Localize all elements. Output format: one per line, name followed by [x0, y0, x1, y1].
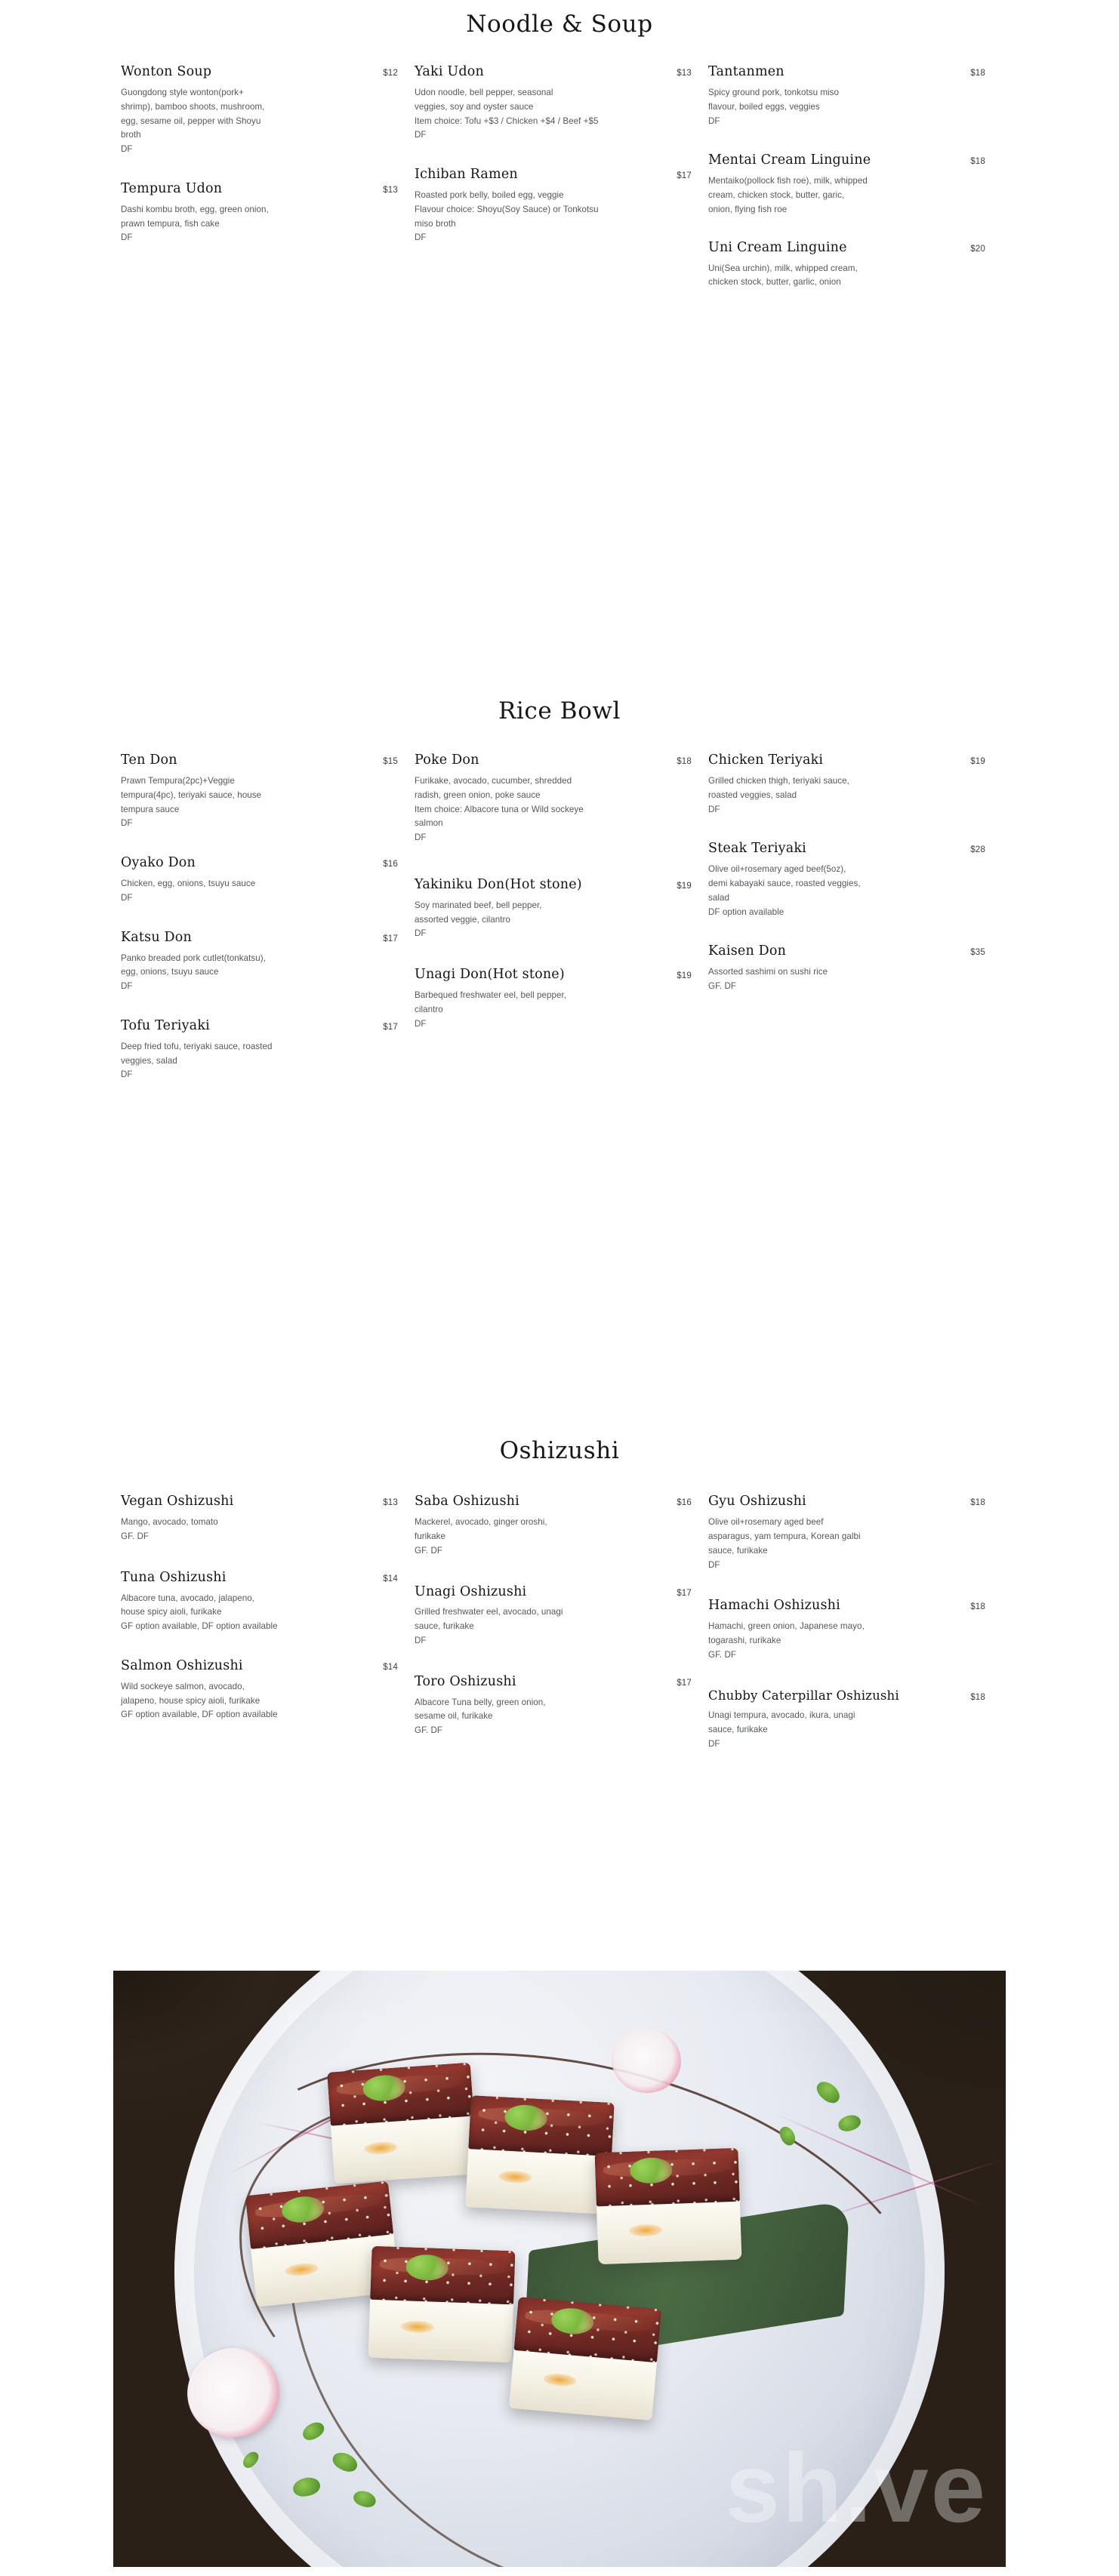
menu-item[interactable]: [121, 181, 398, 245]
desc-line: Albacore tuna, avocado, jalapeno,: [121, 1593, 254, 1603]
menu-item-header: [415, 967, 692, 983]
desc-line: tempura sauce: [121, 804, 180, 814]
menu-item-description: [121, 1040, 370, 1082]
menu-item[interactable]: [415, 167, 692, 245]
menu-item[interactable]: [415, 1674, 692, 1738]
menu-item-header: [708, 152, 985, 169]
oshizushi-piece: [594, 2147, 741, 2264]
menu-item-name: Poke Don: [415, 752, 479, 768]
dietary-tag: DF: [121, 818, 133, 829]
sushi-rice: [368, 2294, 513, 2362]
dietary-tag: DF: [415, 928, 427, 939]
menu-item-name: Yaki Udon: [415, 64, 484, 80]
desc-line: salmon: [415, 818, 443, 829]
desc-line: Prawn Tempura(2pc)+Veggie: [121, 776, 235, 786]
menu-item[interactable]: [121, 930, 398, 994]
menu-item-price: $17: [677, 171, 692, 181]
menu-item-header: [708, 1598, 985, 1614]
menu-item-price: $13: [677, 69, 692, 78]
menu-item-description: [708, 174, 957, 217]
menu-item-name: Toro Oshizushi: [415, 1673, 516, 1689]
desc-line: egg, sesame oil, pepper with Shoyu: [121, 115, 261, 126]
oshizushi-piece: [465, 2095, 614, 2214]
desc-line: broth: [121, 130, 141, 140]
menu-item-header: [708, 841, 985, 857]
menu-item-name: Katsu Don: [121, 929, 192, 945]
dietary-tag: GF option available, DF option available: [121, 1710, 278, 1720]
menu-item-header: [415, 1584, 692, 1601]
section-rice-bowl: [0, 697, 1119, 1082]
menu-item-header: [121, 1658, 398, 1675]
desc-line: radish, green onion, poke sauce: [415, 789, 541, 800]
dietary-tag: DF: [415, 130, 427, 140]
menu-item-description: [415, 989, 664, 1031]
desc-line: onion, flying fish roe: [708, 204, 788, 214]
desc-line: sauce, furikake: [708, 1724, 768, 1734]
menu-item-price: $17: [677, 1588, 692, 1598]
menu-item-header: [121, 64, 398, 81]
desc-line: asparagus, yam tempura, Korean galbi: [708, 1531, 861, 1541]
dietary-tag: GF. DF: [708, 981, 737, 992]
desc-line: prawn tempura, fish cake: [121, 218, 220, 229]
menu-item[interactable]: [708, 841, 985, 919]
menu-item-price: $18: [970, 1602, 985, 1612]
desc-line: Spicy ground pork, tonkotsu miso: [708, 88, 840, 98]
menu-item-price: $16: [677, 1498, 692, 1508]
dietary-tag: DF: [708, 1738, 720, 1749]
section-title: Oshizushi: [499, 1437, 620, 1465]
menu-item-name: Ichiban Ramen: [415, 167, 518, 183]
dietary-tag: DF: [708, 1559, 720, 1570]
menu-item[interactable]: [121, 1570, 398, 1634]
menu-item-name: Vegan Oshizushi: [121, 1494, 234, 1510]
menu-item-name: Uni Cream Linguine: [708, 239, 847, 255]
section-oshizushi: [0, 1437, 1119, 1751]
menu-item-price: $15: [383, 757, 398, 767]
desc-line: Barbequed freshwater eel, bell pepper,: [415, 990, 567, 1001]
menu-column: [121, 1494, 415, 1722]
menu-item-price: $35: [970, 948, 985, 958]
menu-item-price: $28: [970, 845, 985, 855]
menu-item[interactable]: [708, 752, 985, 817]
menu-item-name: Kaisen Don: [708, 943, 787, 959]
desc-line: Wild sockeye salmon, avocado,: [121, 1681, 245, 1691]
menu-column: [708, 752, 1002, 994]
menu-item-name: Steak Teriyaki: [708, 841, 806, 857]
menu-item-description: [708, 965, 957, 994]
menu-item[interactable]: [708, 1598, 985, 1662]
menu-item-name: Yakiniku Don(Hot stone): [415, 877, 582, 893]
menu-item[interactable]: [121, 1494, 398, 1543]
menu-item-description: [708, 86, 957, 128]
menu-item[interactable]: [415, 967, 692, 1031]
menu-item-name: Mentai Cream Linguine: [708, 152, 871, 168]
menu-item-description: [708, 262, 957, 291]
desc-line: flavour, boiled eggs, veggies: [708, 101, 820, 112]
menu-item-name: Tofu Teriyaki: [121, 1017, 210, 1033]
desc-line: house spicy aioli, furikake: [121, 1607, 222, 1617]
desc-line: sauce, furikake: [708, 1545, 768, 1556]
menu-item-header: [121, 752, 398, 769]
sushi-rice: [596, 2196, 742, 2264]
menu-item-price: $17: [677, 1678, 692, 1688]
oshizushi-photo: [113, 1971, 1006, 2567]
desc-line: Uni(Sea urchin), milk, whipped cream,: [708, 263, 858, 273]
menu-item-name: Chubby Caterpillar Oshizushi: [708, 1688, 899, 1703]
dietary-tag: DF: [708, 804, 720, 814]
dietary-tag: DF: [121, 892, 133, 903]
menu-photo-section: [0, 1971, 1119, 2567]
menu-item-description: [708, 774, 957, 817]
menu-item-header: [708, 1494, 985, 1510]
dietary-tag: DF: [708, 115, 720, 126]
menu-item[interactable]: [121, 752, 398, 831]
menu-item-price: $14: [383, 1574, 398, 1583]
menu-item-description: [708, 863, 973, 919]
dietary-tag: DF: [121, 232, 133, 243]
menu-column: [708, 64, 1002, 290]
menu-item-header: [121, 1570, 398, 1587]
menu-item-price: $12: [383, 69, 398, 78]
desc-line: Dashi kombu broth, egg, green onion,: [121, 204, 269, 214]
menu-item-price: $19: [677, 971, 692, 981]
menu-item[interactable]: [708, 943, 985, 993]
desc-line: Grilled chicken thigh, teriyaki sauce,: [708, 776, 849, 786]
menu-item-header: [708, 1688, 985, 1704]
menu-column: [415, 64, 708, 245]
desc-line: Flavour choice: Shoyu(Soy Sauce) or Tonkotsu: [415, 204, 599, 214]
desc-line: Olive oil+rosemary aged beef: [708, 1517, 824, 1528]
desc-line: Soy marinated beef, bell pepper,: [415, 900, 542, 910]
desc-line: assorted veggie, cilantro: [415, 914, 510, 925]
menu-item-description: [121, 877, 370, 906]
menu-item-description: [121, 1516, 370, 1544]
menu-item-name: Hamachi Oshizushi: [708, 1598, 840, 1614]
dietary-tag: DF: [415, 232, 427, 243]
desc-line: Hamachi, green onion, Japanese mayo,: [708, 1621, 865, 1632]
menu-item-name: Saba Oshizushi: [415, 1494, 519, 1510]
menu-item-price: $18: [970, 1498, 985, 1508]
desc-line: salad: [708, 892, 729, 903]
menu-item-description: [708, 1516, 974, 1572]
menu-item-header: [708, 64, 985, 81]
dietary-tag: DF: [121, 1069, 133, 1080]
menu-item-description: [415, 1605, 664, 1648]
desc-line: Furikake, avocado, cucumber, shredded: [415, 776, 572, 786]
desc-line: Mango, avocado, tomato: [121, 1517, 218, 1528]
menu-item-description: [121, 203, 370, 245]
menu-item[interactable]: [415, 64, 692, 143]
menu-item[interactable]: [121, 855, 398, 905]
menu-item-description: [121, 1680, 387, 1722]
desc-line: Unagi tempura, avocado, ikura, unagi: [708, 1710, 855, 1721]
menu-item[interactable]: [708, 64, 985, 128]
desc-line: Panko breaded pork cutlet(tonkatsu),: [121, 953, 266, 963]
menu-item-price: $13: [383, 185, 398, 195]
desc-line: Grilled freshwater eel, avocado, unagi: [415, 1607, 563, 1617]
menu-item-name: Gyu Oshizushi: [708, 1494, 806, 1510]
menu-item-name: Unagi Oshizushi: [415, 1583, 527, 1599]
menu-item-name: Tuna Oshizushi: [121, 1569, 227, 1585]
menu-item[interactable]: [121, 1018, 398, 1082]
desc-line: sauce, furikake: [415, 1621, 474, 1632]
menu-item[interactable]: [415, 877, 692, 941]
menu-column: [415, 1494, 708, 1738]
menu-column: [121, 752, 415, 1082]
menu-item-description: [415, 189, 686, 245]
desc-line: demi kabayaki sauce, roasted veggies,: [708, 879, 861, 889]
menu-item-price: $16: [383, 860, 398, 869]
menu-item-description: [415, 774, 680, 845]
menu-item-description: [415, 1516, 664, 1558]
desc-line: furikake: [415, 1531, 445, 1541]
menu-item-price: $19: [970, 757, 985, 767]
menu-item-description: [708, 1620, 974, 1662]
menu-item[interactable]: [708, 152, 985, 217]
desc-line: sesame oil, furikake: [415, 1711, 493, 1722]
menu-item-header: [121, 181, 398, 198]
menu-item-header: [708, 943, 985, 960]
section-title: Rice Bowl: [498, 697, 621, 725]
menu-item[interactable]: [708, 1494, 985, 1572]
menu-column: [708, 1494, 1002, 1751]
menu-item-header: [415, 1674, 692, 1691]
dietary-tag: GF option available, DF option available: [121, 1621, 278, 1632]
menu-item-description: [415, 86, 686, 143]
desc-line: Item choice: Albacore tuna or Wild sockeye: [415, 804, 584, 814]
desc-line: egg, onions, tsuyu sauce: [121, 967, 219, 977]
desc-line: jalapeno, house spicy aioli, furikake: [121, 1695, 260, 1706]
menu-item-name: Chicken Teriyaki: [708, 752, 824, 768]
menu-item-header: [415, 167, 692, 183]
menu-item-header: [121, 930, 398, 946]
desc-line: Assorted sashimi on sushi rice: [708, 967, 828, 977]
menu-item-name: Salmon Oshizushi: [121, 1657, 243, 1673]
menu-item-header: [415, 1494, 692, 1510]
menu-item[interactable]: [708, 240, 985, 290]
desc-line: Roasted pork belly, boiled egg, veggie: [415, 190, 564, 201]
dietary-tag: DF: [415, 1635, 427, 1645]
menu-item-name: Unagi Don(Hot stone): [415, 967, 565, 983]
desc-line: togarashi, rurikake: [708, 1635, 781, 1645]
dietary-tag: GF. DF: [415, 1545, 443, 1556]
menu-column: [415, 752, 708, 1031]
desc-line: Guongdong style wonton(pork+: [121, 88, 244, 98]
menu-item-header: [121, 1018, 398, 1035]
menu-item-header: [121, 855, 398, 872]
dietary-tag: GF. DF: [415, 1725, 443, 1736]
menu-item-price: $18: [970, 69, 985, 78]
menu-item-header: [415, 752, 692, 769]
menu-item-price: $18: [970, 1692, 985, 1702]
oshizushi-piece: [509, 2297, 661, 2421]
menu-item-header: [415, 64, 692, 81]
menu-item-price: $20: [970, 244, 985, 254]
menu-item-price: $13: [383, 1498, 398, 1508]
menu-item-name: Wonton Soup: [121, 64, 212, 80]
menu-item-price: $17: [383, 1022, 398, 1032]
dietary-tag: DF option available: [708, 906, 785, 917]
menu-item-header: [121, 1494, 398, 1510]
menu-item-price: $14: [383, 1662, 398, 1672]
section-title: Noodle & Soup: [466, 11, 653, 38]
dietary-tag: DF: [415, 833, 427, 843]
menu-item-header: [415, 877, 692, 894]
menu-item-description: [415, 1696, 664, 1738]
menu-item-description: [121, 774, 370, 831]
desc-line: Mackerel, avocado, ginger oroshi,: [415, 1517, 547, 1528]
menu-item[interactable]: [121, 1658, 398, 1722]
menu-item-header: [708, 240, 985, 257]
desc-line: veggies, soy and oyster sauce: [415, 101, 534, 112]
menu-item[interactable]: [415, 1584, 692, 1648]
dietary-tag: DF: [415, 1018, 427, 1029]
desc-line: veggies, salad: [121, 1055, 177, 1066]
desc-line: cilantro: [415, 1004, 443, 1014]
menu-item-name: Tantanmen: [708, 64, 785, 80]
desc-line: Deep fried tofu, teriyaki sauce, roasted: [121, 1041, 273, 1051]
menu-column: [121, 64, 415, 245]
menu-item-header: [708, 752, 985, 769]
menu-item[interactable]: [415, 1494, 692, 1558]
menu-item-price: $18: [970, 157, 985, 167]
dietary-tag: GF. DF: [708, 1649, 737, 1660]
dietary-tag: GF. DF: [121, 1531, 150, 1541]
menu-item-name: Tempura Udon: [121, 180, 223, 196]
desc-line: cream, chicken stock, butter, garic,: [708, 190, 845, 201]
oshizushi-piece: [368, 2245, 515, 2362]
desc-line: Mentaiko(pollock fish roe), milk, whipped: [708, 176, 868, 186]
desc-line: shrimp), bamboo shoots, mushroom,: [121, 101, 265, 112]
menu-item-description: [415, 899, 664, 941]
desc-line: Udon noodle, bell pepper, seasonal: [415, 88, 553, 98]
menu-item-description: [121, 86, 370, 157]
desc-line: miso broth: [415, 218, 456, 229]
menu-item[interactable]: [415, 752, 692, 845]
menu-item-price: $19: [677, 882, 692, 891]
desc-line: Albacore Tuna belly, green onion,: [415, 1697, 546, 1707]
menu-item-name: Ten Don: [121, 752, 177, 768]
menu-item-description: [121, 1592, 387, 1634]
menu-item[interactable]: [121, 64, 398, 157]
desc-line: roasted veggies, salad: [708, 789, 797, 800]
desc-line: Chicken, egg, onions, tsuyu sauce: [121, 879, 256, 889]
menu-item[interactable]: [708, 1688, 985, 1752]
menu-item-description: [121, 952, 370, 994]
oshizushi-piece: [327, 2062, 478, 2184]
dietary-tag: DF: [121, 981, 133, 992]
desc-line: Item choice: Tofu +$3 / Chicken +$4 / Beef +$5: [415, 115, 599, 126]
desc-line: tempura(4pc), teriyaki sauce, house: [121, 789, 262, 800]
menu-item-price: $18: [677, 757, 692, 767]
dietary-tag: DF: [121, 144, 133, 155]
photo-watermark: sh.ve: [725, 2432, 988, 2543]
menu-item-description: [708, 1709, 974, 1751]
menu-item-name: Oyako Don: [121, 855, 196, 871]
desc-line: chicken stock, butter, garlic, onion: [708, 277, 841, 288]
menu-item-price: $17: [383, 934, 398, 943]
section-noodle-soup: [0, 0, 1119, 290]
desc-line: Olive oil+rosemary aged beef(5oz),: [708, 864, 846, 875]
